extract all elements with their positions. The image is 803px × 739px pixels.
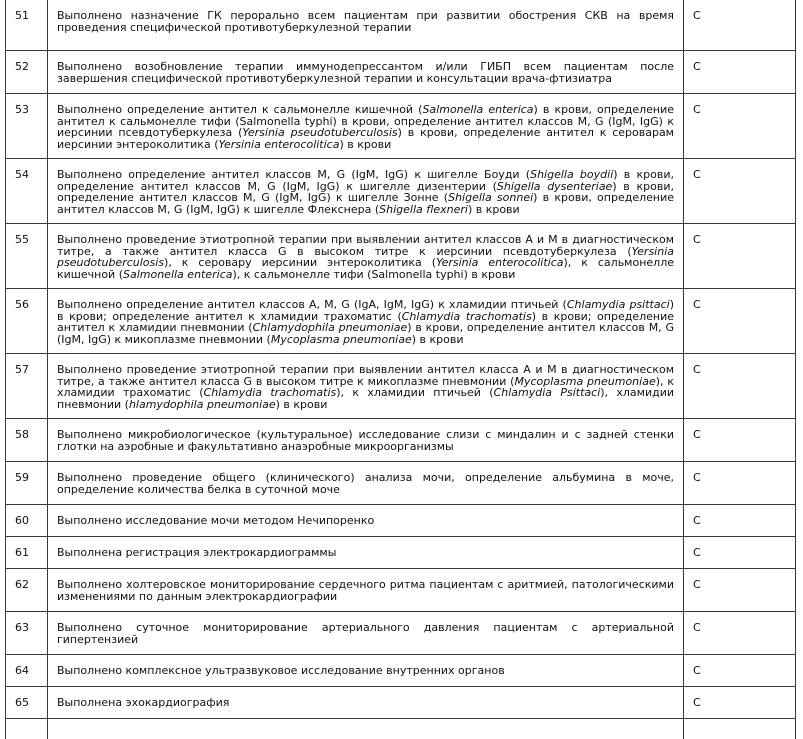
text-segment: ) в крови, определение антител к сероварам иерсинии энтероколитика (: [57, 126, 674, 151]
row-number: 58: [6, 419, 48, 462]
table-row: [6, 537, 796, 569]
criterion-text: [48, 289, 684, 354]
text-segment: ), к серовару иерсинии энтероколитика (: [164, 256, 437, 269]
criterion-text: [48, 505, 684, 537]
evidence-level: С: [684, 419, 796, 462]
text-segment: Выполнено определение антител классов M, G (IgM, IgG) к шигелле Боуди (: [57, 168, 531, 181]
criterion-text: [48, 537, 684, 569]
latin-name: Shigella sonnei: [448, 191, 534, 204]
row-number: 51: [6, 0, 48, 51]
criterion-text: [48, 94, 684, 159]
text-segment: Выполнено возобновление терапии иммунодепрессантом и/или ГИБП всем пациентам после завершения специфической противотуберкулезной терапии и консультации врача-фтизиатра: [57, 60, 674, 85]
text-segment: ) в крови; определение антител к хламидии пневмонии (: [57, 309, 674, 334]
latin-name: Mycoplasma pneumoniae: [270, 332, 412, 346]
evidence-level: С: [684, 94, 796, 159]
latin-name: hlamydophila pneumoniae: [128, 397, 276, 411]
text-segment: ) в крови, определение антител классов M, G (IgM, IgG) к шигелле Зонне (: [57, 179, 674, 204]
text-segment: ), к сальмонелле кишечной (: [57, 256, 675, 281]
text-segment: Выполнено проведение этиотропной терапии при выявлении антител классов A и M в диагностическом титре, а также антител класса G в высоком титре к иерсинии псевдотуберкулеза (: [57, 233, 674, 258]
row-number: 59: [6, 462, 48, 505]
row-number: 62: [6, 569, 48, 612]
text-segment: ) в крови: [467, 202, 520, 216]
table-row: [6, 0, 796, 51]
text-segment: ), к хламидии птичьей (: [336, 386, 494, 399]
evidence-level: С: [684, 612, 796, 655]
criterion-text: [48, 655, 684, 687]
latin-name: Yersinia pseudotuberculosis: [57, 244, 674, 269]
text-segment: ) в крови; определение антител к хламидии трахоматис (: [57, 298, 674, 323]
text-segment: ) в крови: [411, 332, 464, 346]
latin-name: Salmonella enterica: [422, 103, 534, 116]
row-number: 54: [6, 159, 48, 224]
latin-name: Chlamydophila pneumoniae: [252, 321, 408, 334]
row-number: 57: [6, 354, 48, 419]
latin-name: Chlamydia trachomatis: [203, 386, 337, 399]
evidence-level: С: [684, 462, 796, 505]
text-segment: Выполнено микробиологическое (культуральное) исследование слизи с миндалин и с задней стенки глотки на аэробные и факультативно анаэробные микроорганизмы: [57, 428, 674, 453]
table-row: [6, 655, 796, 687]
criterion-text: [48, 719, 684, 739]
evidence-level: [684, 719, 796, 739]
text-segment: ), к сальмонелле тифи (Salmonella typhi) в крови: [232, 267, 516, 281]
text-segment: ) в крови, определение антител классов M, G (IgM, IgG) к шигелле дизентерии (: [57, 168, 674, 193]
latin-name: Yersinia pseudotuberculosis: [242, 126, 398, 139]
latin-name: Yersinia enterocolitica: [218, 137, 340, 151]
text-segment: Выполнено суточное мониторирование артериального давления пациентам с артериальной гипертензией: [57, 621, 674, 646]
text-segment: ) в крови, определение антител к сальмонелле тифи (Salmonella typhi) в крови, определение антител классов M, G (IgM, IgG) к иерсинии псевдотуберкулеза (: [57, 103, 674, 139]
text-segment: Выполнена регистрация электрокардиограммы: [57, 546, 337, 559]
latin-name: Shigella dysenteriae: [496, 179, 613, 193]
row-number: 63: [6, 612, 48, 655]
text-segment: ) в крови: [339, 137, 392, 151]
criterion-text: [48, 612, 684, 655]
text-segment: ), к хламидии трахоматис (: [57, 374, 674, 399]
latin-name: Chlamydia trachomatis: [401, 309, 532, 323]
table-row: [6, 224, 796, 289]
latin-name: Chlamydia psittaci: [566, 298, 670, 311]
quality-criteria-table: [5, 0, 796, 739]
text-segment: Выполнено холтеровское мониторирование сердечного ритма пациентам с аритмией, патологическими изменениями по данным электрокардиографии: [57, 578, 674, 603]
criterion-text: [48, 419, 684, 462]
evidence-level: С: [684, 505, 796, 537]
criterion-text: [48, 224, 684, 289]
evidence-level: С: [684, 655, 796, 687]
text-segment: ) в крови, определение антител классов M, G (IgM, IgG) к шигелле Флекснера (: [57, 191, 675, 216]
row-number: 52: [6, 51, 48, 94]
criterion-text: [48, 462, 684, 505]
table-row: [6, 94, 796, 159]
table-row: [6, 462, 796, 505]
text-segment: ), хламидии пневмонии (: [57, 386, 674, 411]
evidence-level: С: [684, 354, 796, 419]
row-number: 65: [6, 687, 48, 719]
latin-name: Chlamydia Psittaci: [493, 386, 601, 399]
evidence-level: С: [684, 0, 796, 51]
table-row: [6, 159, 796, 224]
criterion-text: [48, 0, 684, 51]
latin-name: Yersinia enterocolitica: [436, 256, 564, 269]
row-number: 61: [6, 537, 48, 569]
text-segment: Выполнено комплексное ультразвуковое исследование внутренних органов: [57, 664, 505, 677]
criteria-rows: [6, 0, 796, 739]
evidence-level: С: [684, 687, 796, 719]
text-segment: Выполнено определение антител к сальмонелле кишечной (: [57, 103, 423, 116]
evidence-level: С: [684, 569, 796, 612]
evidence-level: С: [684, 159, 796, 224]
table-row: [6, 354, 796, 419]
table-row: [6, 687, 796, 719]
table-row: [6, 51, 796, 94]
text-segment: Выполнено исследование мочи методом Нечипоренко: [57, 514, 375, 527]
evidence-level: С: [684, 224, 796, 289]
criterion-text: [48, 569, 684, 612]
text-segment: Выполнена эхокардиография: [57, 696, 230, 709]
row-number: 60: [6, 505, 48, 537]
table-row: [6, 289, 796, 354]
table-row: [6, 419, 796, 462]
latin-name: Salmonella enterica: [122, 267, 233, 281]
evidence-level: С: [684, 289, 796, 354]
row-number: 56: [6, 289, 48, 354]
table-row: [6, 569, 796, 612]
row-number: 55: [6, 224, 48, 289]
table-row: [6, 719, 796, 739]
row-number: 53: [6, 94, 48, 159]
text-segment: Выполнено проведение этиотропной терапии при выявлении антител класса A и M в диагностическом титре, а также антител класса G в высоком титре к микоплазме пневмонии (: [57, 363, 674, 388]
criterion-text: [48, 51, 684, 94]
text-segment: Выполнено назначение ГК перорально всем пациентам при развитии обострения СКВ на время проведения специфической противотуберкулезной терапии: [57, 9, 674, 34]
text-segment: ) в крови: [275, 397, 328, 411]
latin-name: Mycoplasma pneumoniae: [514, 374, 656, 388]
table-row: [6, 505, 796, 537]
latin-name: Shigella boydii: [530, 168, 614, 181]
text-segment: Выполнено определение антител классов A, M, G (IgA, IgM, IgG) к хламидии птичьей (: [57, 298, 567, 311]
text-segment: ) в крови, определение антител классов M, G (IgM, IgG) к микоплазме пневмонии (: [57, 321, 674, 346]
criterion-text: [48, 687, 684, 719]
evidence-level: С: [684, 51, 796, 94]
latin-name: Shigella flexneri: [379, 202, 468, 216]
row-number: [6, 719, 48, 739]
criterion-text: [48, 354, 684, 419]
evidence-level: С: [684, 537, 796, 569]
table-row: [6, 612, 796, 655]
row-number: 64: [6, 655, 48, 687]
criterion-text: [48, 159, 684, 224]
text-segment: Выполнено проведение общего (клинического) анализа мочи, определение альбумина в моче, определение количества белка в суточной моче: [57, 471, 674, 496]
